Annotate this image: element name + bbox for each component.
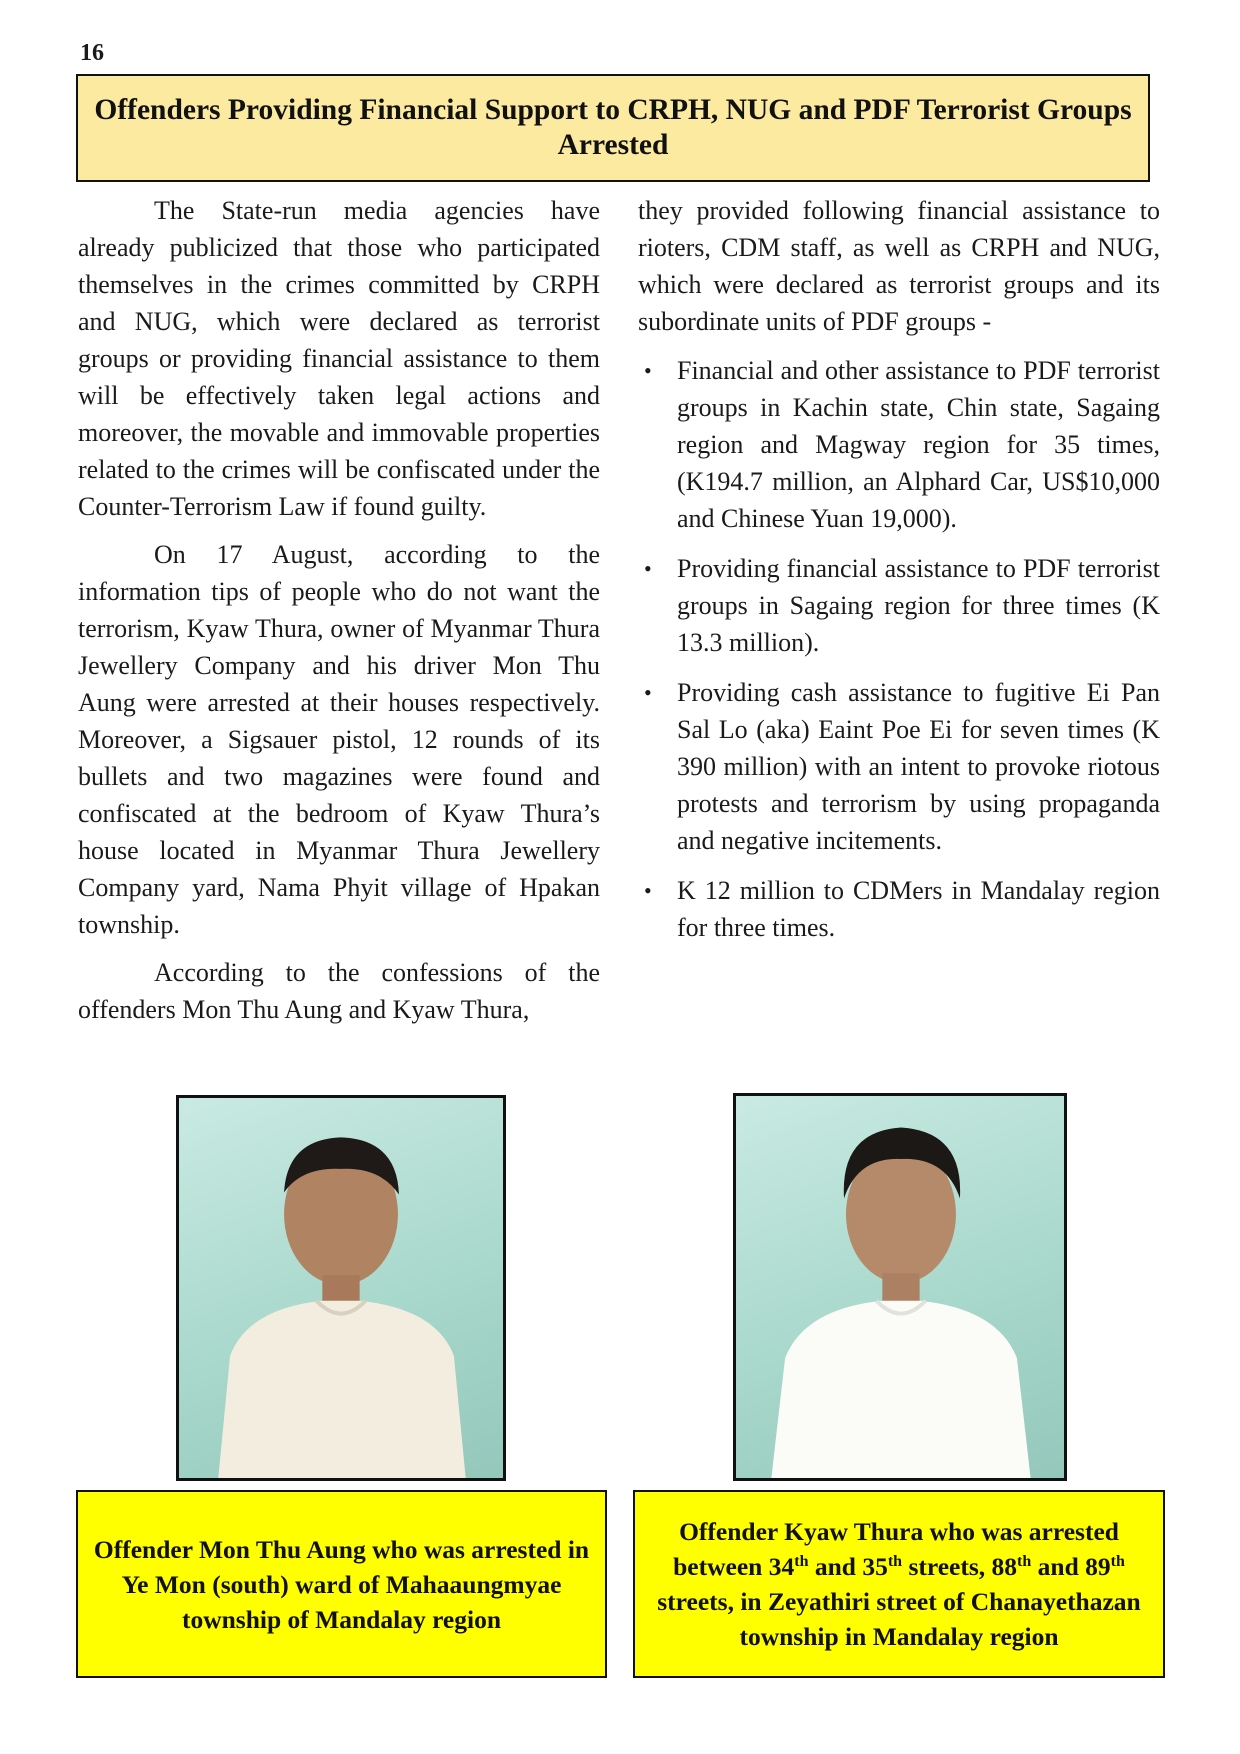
list-item	[638, 674, 1160, 859]
paragraph-continued: they provided following financial assistance to rioters, CDM staff, as well as CRPH and NUG, which were declared as terrorist groups and its subordinate units of PDF groups -	[638, 196, 1160, 336]
bullet-icon: •	[644, 358, 652, 383]
ordinal-suffix: th	[887, 1553, 903, 1571]
paragraph-intro: The State-run media agencies have already publicized that those who participated themselves in the crimes committed by CRPH and NUG, which were declared as terrorist groups or providing financial assistance to them will be effectively taken legal actions and moreover, the movable and immovable properties related to the crimes will be confiscated under the Counter-Terrorism Law if found guilty.	[78, 196, 600, 521]
caption-kyaw-thura	[633, 1490, 1165, 1678]
caption-segment: streets, 88	[902, 1552, 1018, 1581]
bullet-icon: •	[644, 556, 652, 581]
ordinal-suffix: th	[1110, 1553, 1125, 1571]
photo-offender-kyaw-thura	[733, 1093, 1067, 1481]
paragraph-arrest: On 17 August, according to the information tips of people who do not want the terrorism, Kyaw Thura, owner of Myanmar Thura Jewellery Company and his driver Mon Thu Aung were arrested at their houses respectively. Moreover, a Sigsauer pistol, 12 rounds of its bullets and two magazines were found and confiscated at the bedroom of Kyaw Thura’s house located in Myanmar Thura Jewellery Company yard, Nama Phyit village of Hpakan township.	[78, 540, 600, 939]
page-number: 16	[80, 40, 104, 66]
list-item-text: Financial and other assistance to PDF terrorist groups in Kachin state, Chin state, Sagaing region and Magway region for 35 times, (K194.7 million, an Alphard Car, US$10,000 and Chinese Yuan 19,000).	[677, 356, 1160, 533]
article-left-column	[78, 192, 600, 1039]
article-right-column	[638, 192, 1160, 959]
bullet-icon: •	[644, 878, 652, 903]
list-item-text: K 12 million to CDMers in Mandalay region for three times.	[677, 876, 1160, 942]
caption-segment: and 35	[808, 1552, 888, 1581]
assistance-list	[638, 352, 1160, 946]
person-silhouette-icon	[179, 1098, 503, 1478]
caption-segment: and 89	[1031, 1552, 1111, 1581]
list-item	[638, 352, 1160, 537]
caption-text	[645, 1514, 1153, 1654]
ordinal-suffix: th	[794, 1553, 809, 1571]
paragraph-confessions: According to the confessions of the offenders Mon Thu Aung and Kyaw Thura,	[78, 958, 600, 1024]
caption-text: Offender Mon Thu Aung who was arrested in Ye Mon (south) ward of Mahaaungmyae township of Mandalay region	[93, 1534, 590, 1634]
headline-box	[76, 74, 1150, 182]
list-item	[638, 872, 1160, 946]
list-item	[638, 550, 1160, 661]
headline-title: Offenders Providing Financial Support to CRPH, NUG and PDF Terrorist Groups Arrested	[94, 94, 1132, 161]
caption-segment: Offender Kyaw Thura who was arrested between 34	[673, 1517, 1119, 1581]
caption-mon-thu-aung	[76, 1490, 607, 1678]
caption-segment: streets, in Zeyathiri street of Chanayethazan township in Mandalay region	[657, 1587, 1141, 1651]
list-item-text: Providing cash assistance to fugitive Ei Pan Sal Lo (aka) Eaint Poe Ei for seven times (K 390 million) with an intent to provoke riotous protests and terrorism by using propaganda and negative incitements.	[677, 678, 1160, 855]
ordinal-suffix: th	[1017, 1553, 1032, 1571]
bullet-icon: •	[644, 680, 652, 705]
list-item-text: Providing financial assistance to PDF terrorist groups in Sagaing region for three times (K 13.3 million).	[677, 554, 1160, 657]
person-silhouette-icon	[736, 1096, 1064, 1478]
photo-offender-mon-thu-aung	[176, 1095, 506, 1481]
